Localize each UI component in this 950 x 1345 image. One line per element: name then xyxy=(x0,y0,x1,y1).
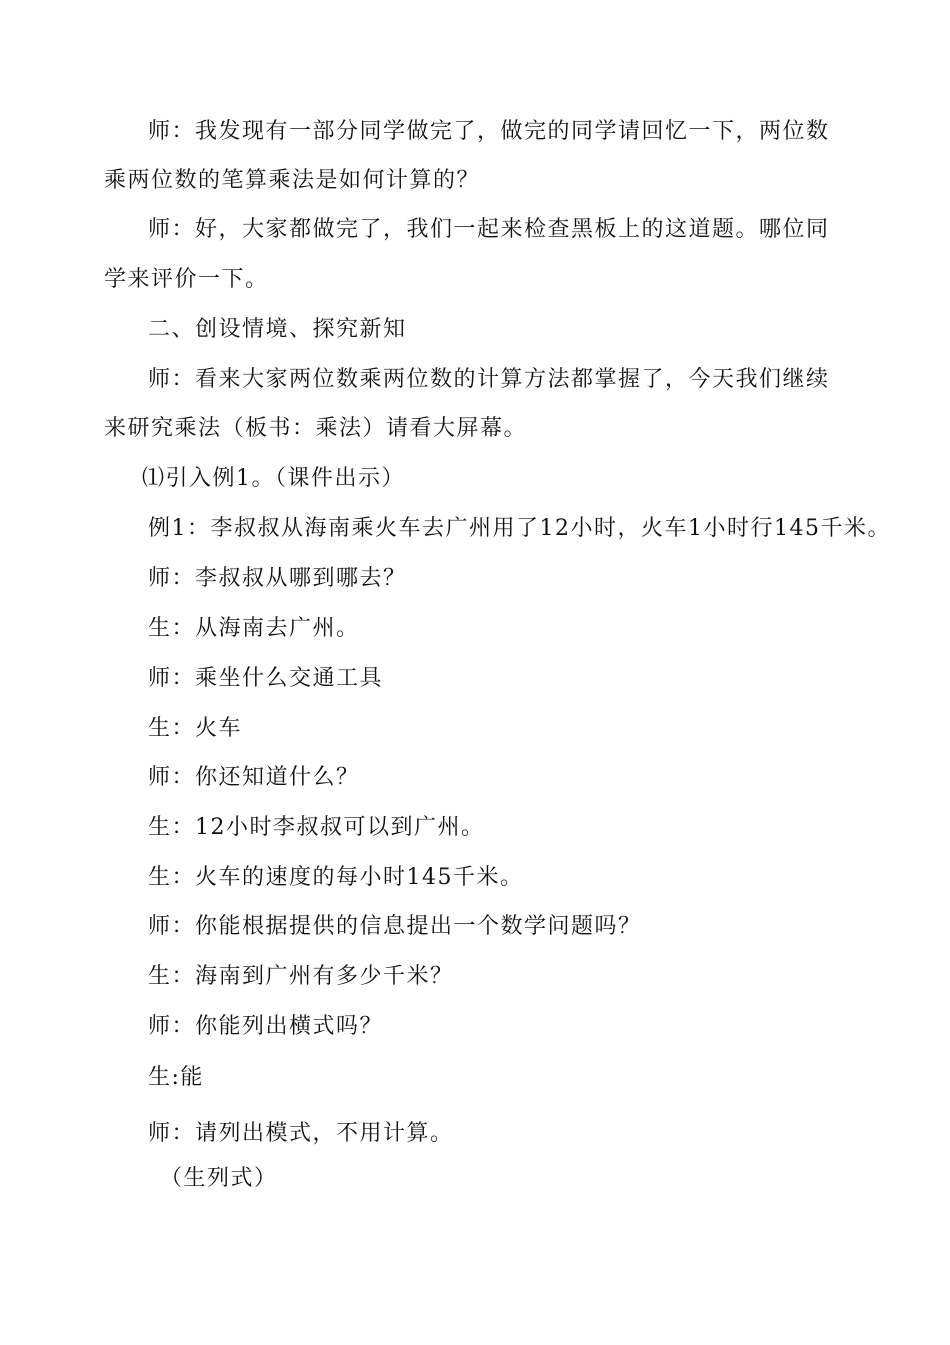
paragraph-line: 师：看来大家两位数乘两位数的计算方法都掌握了，今天我们继续 xyxy=(148,367,830,392)
paragraph-line: 师：我发现有一部分同学做完了，做完的同学请回忆一下，两位数 xyxy=(148,119,830,144)
paragraph-line: 乘两位数的笔算乘法是如何计算的？ xyxy=(104,168,481,193)
dialogue-line: 师：你能根据提供的信息提出一个数学问题吗？ xyxy=(148,914,642,939)
dialogue-line: 师：李叔叔从哪到哪去？ xyxy=(148,566,407,591)
paragraph-line: ⑴引入例1。（课件出示） xyxy=(142,466,405,491)
dialogue-line: 生：火车的速度的每小时145千米。 xyxy=(148,865,524,890)
paragraph-line: 学来评价一下。 xyxy=(104,267,269,292)
dialogue-line: 师：乘坐什么交通工具 xyxy=(148,666,384,691)
paragraph-line: 师：好，大家都做完了，我们一起来检查黑板上的这道题。哪位同 xyxy=(148,217,830,242)
dialogue-line: 师：你还知道什么？ xyxy=(148,765,360,790)
example-line: 例1：李叔叔从海南乘火车去广州用了12小时，火车1小时行145千米。 xyxy=(148,516,891,541)
dialogue-line: 生：海南到广州有多少千米？ xyxy=(148,964,454,989)
paragraph-line: 来研究乘法（板书：乘法）请看大屏幕。 xyxy=(104,416,528,441)
dialogue-line: 生：从海南去广州。 xyxy=(148,616,360,641)
dialogue-line: 生：12小时李叔叔可以到广州。 xyxy=(148,815,485,840)
dialogue-line: 生:能 xyxy=(148,1065,204,1090)
dialogue-line: 师：请列出模式，不用计算。 xyxy=(148,1121,454,1146)
dialogue-line: 师：你能列出横式吗？ xyxy=(148,1014,384,1039)
dialogue-line: （生列式） xyxy=(160,1166,278,1191)
section-heading: 二、创设情境、探究新知 xyxy=(148,317,407,342)
dialogue-line: 生：火车 xyxy=(148,716,243,741)
